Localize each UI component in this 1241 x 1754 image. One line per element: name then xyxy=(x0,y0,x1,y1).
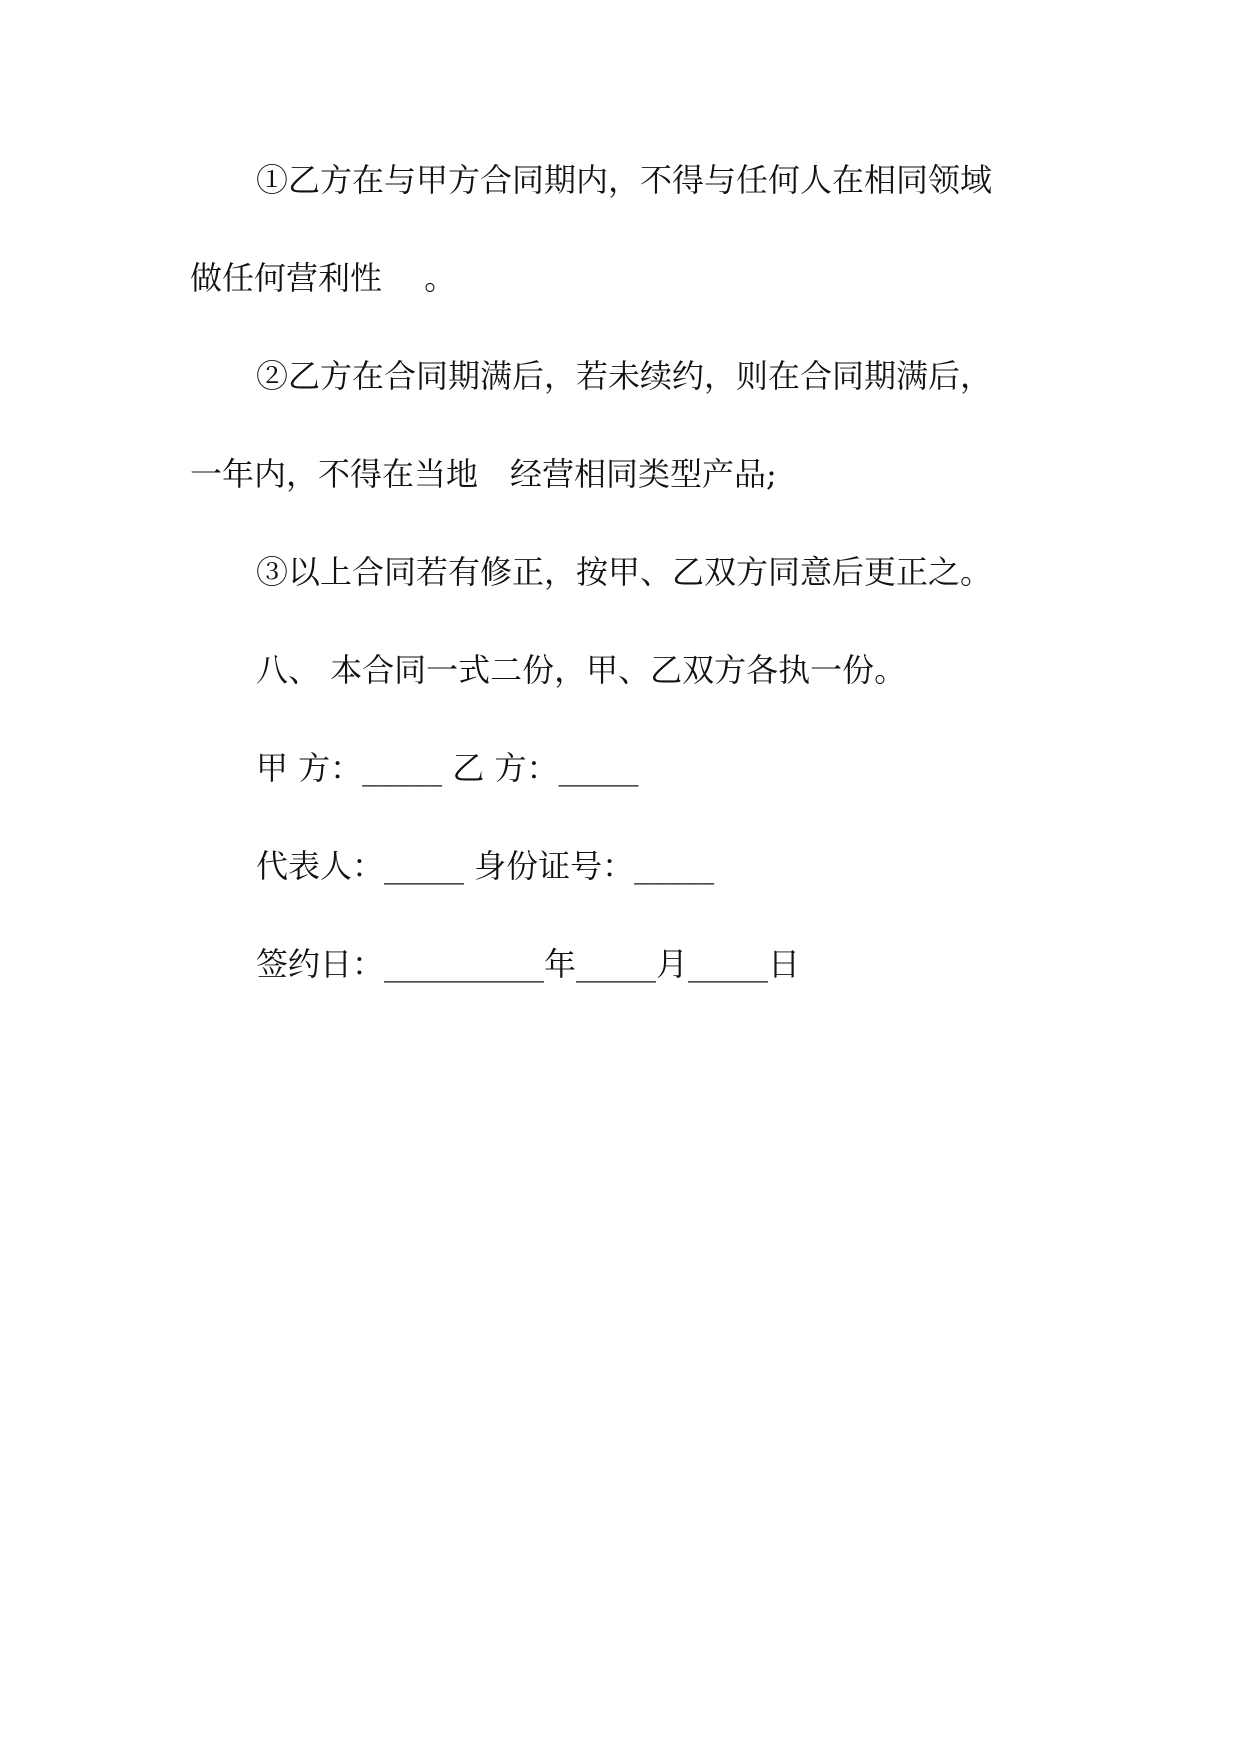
signing-date-line: 签约日：__________年_____月_____日 xyxy=(256,945,801,983)
clause-8: 八、 本合同一式二份，甲、乙双方各执一份。 xyxy=(256,651,907,689)
clause-2-line-2: 一年内，不得在当地 经营相同类型产品; xyxy=(190,455,777,493)
clause-1-line-1: ①乙方在与甲方合同期内，不得与任何人在相同领域 xyxy=(256,161,993,199)
parties-signature-line: 甲 方：_____ 乙 方：_____ xyxy=(256,749,639,787)
clause-1-line-2: 做任何营利性 。 xyxy=(190,259,457,297)
clause-2-line-1: ②乙方在合同期满后，若未续约，则在合同期满后， xyxy=(256,357,993,395)
clause-3: ③以上合同若有修正，按甲、乙双方同意后更正之。 xyxy=(256,553,993,591)
representative-id-line: 代表人：_____ 身份证号：_____ xyxy=(256,847,715,885)
